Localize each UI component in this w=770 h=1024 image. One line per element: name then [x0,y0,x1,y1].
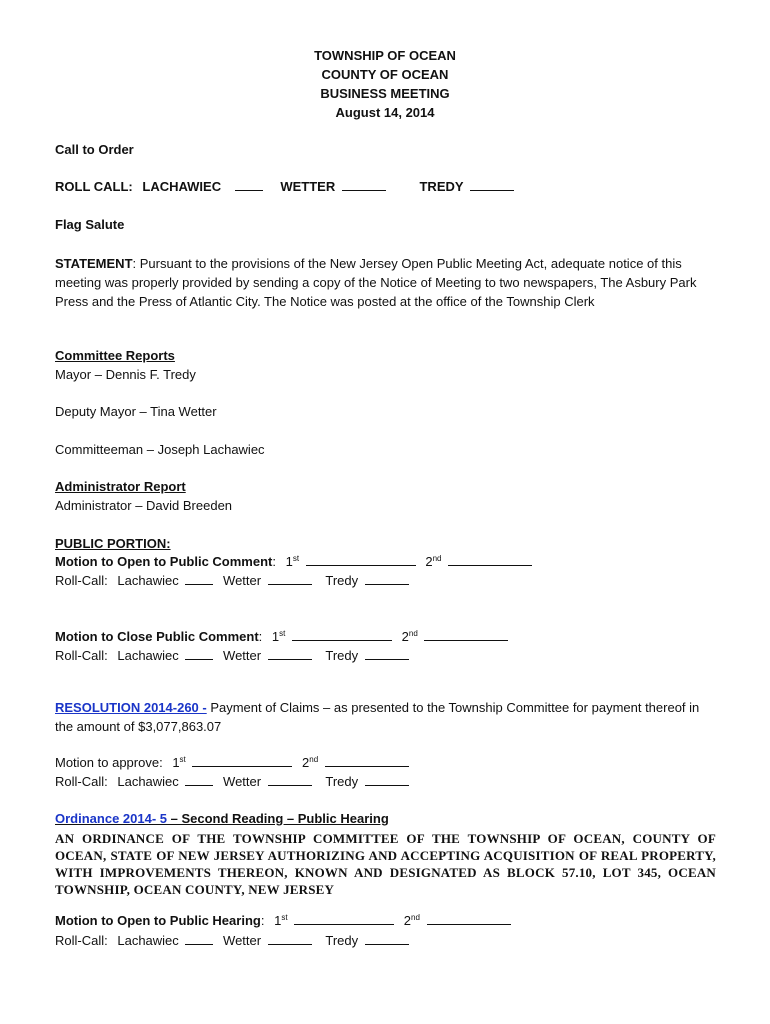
rollcall-lachawiec: Lachawiec [117,933,179,948]
roll-call-label: ROLL CALL: [55,179,133,194]
committee-reports-heading: Committee Reports [55,348,175,363]
resolution-paragraph [55,698,715,736]
roll-call-wetter: WETTER [280,179,336,194]
motion-approve-label: Motion to approve: [55,755,163,770]
motion-open-public-comment [55,554,532,570]
first-blank[interactable] [192,755,292,767]
rollcall-lachawiec: Lachawiec [117,774,179,789]
second-blank[interactable] [448,554,532,566]
deputy-mayor-report: Deputy Mayor – Tina Wetter [55,404,217,419]
motion-close-label: Motion to Close Public Comment [55,629,259,644]
second-label: 2nd [425,554,442,569]
second-blank[interactable] [427,913,511,925]
roll-call-row [55,774,409,790]
rollcall-wetter-blank[interactable] [268,648,312,660]
rollcall-label: Roll-Call: [55,933,108,948]
roll-call-tredy-blank[interactable] [470,179,514,191]
rollcall-tredy-blank[interactable] [365,933,409,945]
resolution-text: Payment of Claims – as presented to the Township Committee for payment thereof in the amount of $3,077,863.07 [55,700,700,734]
header-county: COUNTY OF OCEAN [321,67,449,82]
first-blank[interactable] [292,629,392,641]
flag-salute: Flag Salute [55,217,125,232]
statement-label: STATEMENT [55,256,133,271]
roll-call-lachawiec-blank[interactable] [235,179,263,191]
roll-call-wetter-blank[interactable] [342,179,386,191]
colon: : [260,913,265,928]
rollcall-tredy-blank[interactable] [365,648,409,660]
rollcall-tredy: Tredy [325,573,359,588]
first-label: 1st [271,629,286,644]
rollcall-lachawiec-blank[interactable] [185,933,213,945]
rollcall-tredy: Tredy [325,933,359,948]
rollcall-label: Roll-Call: [55,573,108,588]
public-portion-heading: PUBLIC PORTION: [55,536,171,551]
roll-call-line [55,179,514,195]
call-to-order: Call to Order [55,142,134,157]
rollcall-wetter: Wetter [223,933,262,948]
rollcall-label: Roll-Call: [55,648,108,663]
second-label: 2nd [403,913,420,928]
ordinance-title: – Second Reading – Public Hearing [167,811,389,826]
ordinance-heading [55,811,389,827]
rollcall-tredy: Tredy [325,774,359,789]
first-blank[interactable] [306,554,416,566]
colon: : [258,629,263,644]
rollcall-label: Roll-Call: [55,774,108,789]
second-blank[interactable] [424,629,508,641]
rollcall-wetter: Wetter [223,648,262,663]
rollcall-lachawiec-blank[interactable] [185,774,213,786]
rollcall-lachawiec: Lachawiec [117,573,179,588]
roll-call-row [55,648,409,664]
rollcall-lachawiec-blank[interactable] [185,573,213,585]
statement-paragraph [55,254,715,311]
second-label: 2nd [302,755,319,770]
motion-open-label: Motion to Open to Public Comment [55,554,273,569]
first-label: 1st [285,554,300,569]
motion-close-public-comment [55,629,508,645]
second-label: 2nd [401,629,418,644]
rollcall-tredy-blank[interactable] [365,573,409,585]
resolution-motion [55,755,409,771]
ordinance-link[interactable]: Ordinance 2014- 5 [55,811,167,826]
resolution-link[interactable]: RESOLUTION 2014-260 - [55,700,207,715]
administrator-report-heading: Administrator Report [55,479,186,494]
motion-open-public-hearing [55,913,511,929]
header-township: TOWNSHIP OF OCEAN [314,48,456,63]
rollcall-lachawiec-blank[interactable] [185,648,213,660]
rollcall-tredy-blank[interactable] [365,774,409,786]
ordinance-body: AN ORDINANCE OF THE TOWNSHIP COMMITTEE OF THE TOWNSHIP OF OCEAN, COUNTY OF OCEAN, STATE OF NEW JERSEY AUTHORIZING AND ACCEPTING ACQUISITION OF REAL PROPERTY, WITH IMPROVEMENTS THEREON, KNOWN AND DESIGNATED AS BLOCK 57.10, LOT 345, OCEAN TOWNSHIP, OCEAN COUNTY, NEW JERSEY [55,831,716,897]
first-blank[interactable] [294,913,394,925]
rollcall-wetter-blank[interactable] [268,573,312,585]
rollcall-tredy: Tredy [325,648,359,663]
first-label: 1st [172,755,186,770]
colon: : [272,554,276,569]
rollcall-wetter-blank[interactable] [268,774,312,786]
statement-text: : Pursuant to the provisions of the New Jersey Open Public Meeting Act, adequate notice of this meeting was properly provided by sending a copy of the Notice of Meeting to two newspapers, The Asbury Park Press and the Press of Atlantic City. The Notice was posted at the office of the Township Clerk [55,256,697,309]
roll-call-row [55,573,409,589]
first-label: 1st [274,913,288,928]
rollcall-wetter: Wetter [223,774,262,789]
rollcall-lachawiec: Lachawiec [117,648,179,663]
roll-call-lachawiec: LACHAWIEC [142,179,222,194]
rollcall-wetter-blank[interactable] [268,933,312,945]
rollcall-wetter: Wetter [223,573,262,588]
roll-call-tredy: TREDY [419,179,464,194]
header-meeting-type: BUSINESS MEETING [320,86,450,101]
committeeman-report: Committeeman – Joseph Lachawiec [55,442,265,457]
administrator-name: Administrator – David Breeden [55,498,233,513]
header-date: August 14, 2014 [335,105,435,120]
motion-open-hearing-label: Motion to Open to Public Hearing [55,913,261,928]
second-blank[interactable] [325,755,409,767]
roll-call-row [55,933,409,949]
mayor-report: Mayor – Dennis F. Tredy [55,367,196,382]
